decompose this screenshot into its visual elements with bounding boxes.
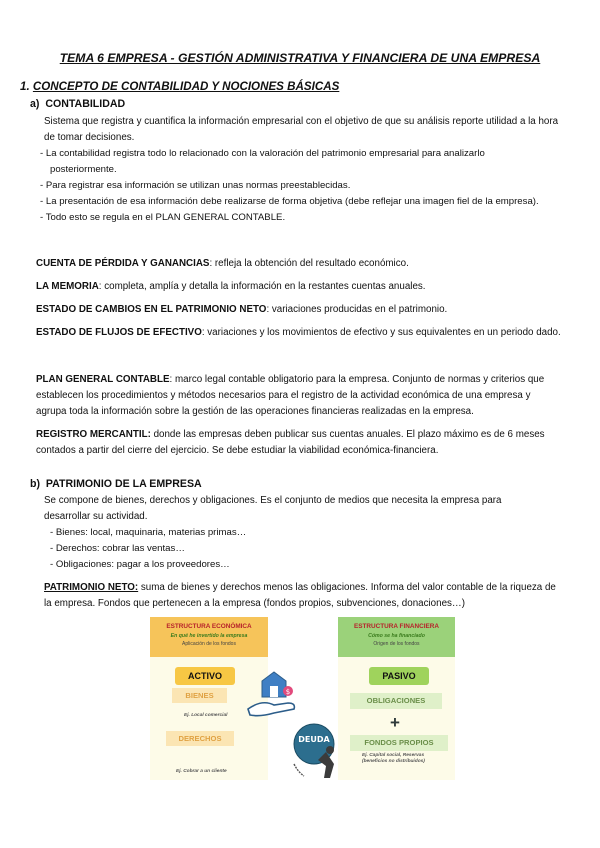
section-1-heading (20, 80, 339, 93)
contabilidad-list (40, 146, 540, 226)
list-item: - Bienes: local, maquinaria, materias primas… (50, 525, 450, 541)
patrimonio-definition: Se compone de bienes, derechos y obligaciones. Es el conjunto de medios que necesita la empresa para desarrollar su actividad. (44, 495, 502, 522)
financial-structure-subtitle: Cómo se ha financiado (368, 633, 425, 639)
section-label: CONCEPTO DE CONTABILIDAD Y NOCIONES BÁSICAS (32, 80, 340, 93)
term-estado-cambios: ESTADO DE CAMBIOS EN EL PATRIMONIO NETO: variaciones producidas en el patrimonio. (36, 304, 448, 315)
term-cuenta-pyg: CUENTA DE PÉRDIDA Y GANANCIAS: refleja la obtención del resultado económico. (36, 258, 409, 269)
term-plan-general: PLAN GENERAL CONTABLE: marco legal contable obligatorio para la empresa. Conjunto de normas y criterios que establecen los procedimientos y métodos necesarios para el registro de la actividad económica de una empresa y agrupa toda la información sobre la gestión de las operaciones financieras realizadas en la empresa. (36, 374, 545, 417)
financial-structure-header (338, 617, 455, 657)
activo-label: ACTIVO (175, 667, 235, 685)
economic-structure-subtitle: En qué he invertido la empresa (170, 633, 248, 639)
debt-ball-icon (290, 720, 345, 780)
list-item: - La contabilidad registra todo lo relacionado con la valoración del patrimonio empresarial para analizarlo posteriormente. (40, 146, 540, 178)
term-patrimonio-neto: PATRIMONIO NETO: suma de bienes y derechos menos las obligaciones. Informa del valor contable de la riqueza de la empresa. Fondos que pertenecen a la empresa (fondos propios, subvenciones, donaciones…) (44, 582, 556, 609)
section-number: 1. (20, 80, 30, 93)
subsection-letter: a) (30, 98, 40, 110)
bienes-label: BIENES (172, 688, 227, 703)
term-flujos-efectivo: ESTADO DE FLUJOS DE EFECTIVO: variaciones y los movimientos de efectivo y sus equivalentes en un periodo dado. (36, 327, 561, 338)
financial-structure-title: ESTRUCTURA FINANCIERA (354, 623, 439, 630)
hand-house-icon (244, 669, 300, 719)
economic-structure-caption: Aplicación de los fondos (182, 641, 236, 647)
economic-structure-header (150, 617, 268, 657)
subsection-a-heading (30, 98, 125, 110)
obligaciones-label: OBLIGACIONES (350, 693, 442, 709)
list-item: - Para registrar esa información se utilizan unas normas preestablecidas. (40, 178, 540, 194)
subsection-label: CONTABILIDAD (45, 98, 126, 110)
svg-text:$: $ (285, 688, 291, 696)
example-cobrar: Ej. Cobrar a un cliente (176, 769, 227, 774)
pasivo-label: PASIVO (369, 667, 429, 685)
deuda-text: DEUDA (298, 735, 330, 744)
subsection-b-heading (30, 478, 202, 490)
derechos-label: DERECHOS (166, 731, 234, 746)
example-local: Ej. Local comercial (184, 713, 228, 718)
list-item: - Derechos: cobrar las ventas… (50, 541, 450, 557)
financial-structure-caption: Origen de los fondos (373, 641, 420, 647)
page-title: TEMA 6 EMPRESA - GESTIÓN ADMINISTRATIVA Y FINANCIERA DE UNA EMPRESA (59, 51, 541, 65)
term-memoria: LA MEMORIA: completa, amplía y detalla la información en la restantes cuentas anuales. (36, 281, 426, 292)
fondos-propios-label: FONDOS PROPIOS (350, 735, 448, 751)
plus-icon: + (390, 713, 400, 732)
subsection-letter: b) (30, 478, 40, 490)
example-capital: Ej. Capital social, Reservas (beneficios no distribuidos) (362, 753, 425, 764)
contabilidad-definition: Sistema que registra y cuantifica la información empresarial con el objetivo de que su análisis reporte utilidad a la hora de tomar decisiones. (44, 116, 559, 143)
subsection-label: PATRIMONIO DE LA EMPRESA (45, 478, 202, 490)
term-registro-mercantil: REGISTRO MERCANTIL: donde las empresas deben publicar sus cuentas anuales. El plazo máximo es de 6 meses contados a partir del cierre del ejercicio. Se debe estudiar la viabilidad económica-financiera. (36, 429, 545, 456)
list-item: - Todo esto se regula en el PLAN GENERAL CONTABLE. (40, 210, 540, 226)
list-item: - Obligaciones: pagar a los proveedores… (50, 557, 450, 573)
patrimonio-diagram (150, 617, 455, 780)
list-item: - La presentación de esa información debe realizarse de forma objetiva (debe reflejar una imagen fiel de la empresa). (40, 194, 540, 210)
economic-structure-title: ESTRUCTURA ECONÓMICA (166, 623, 252, 630)
patrimonio-list (50, 525, 450, 573)
